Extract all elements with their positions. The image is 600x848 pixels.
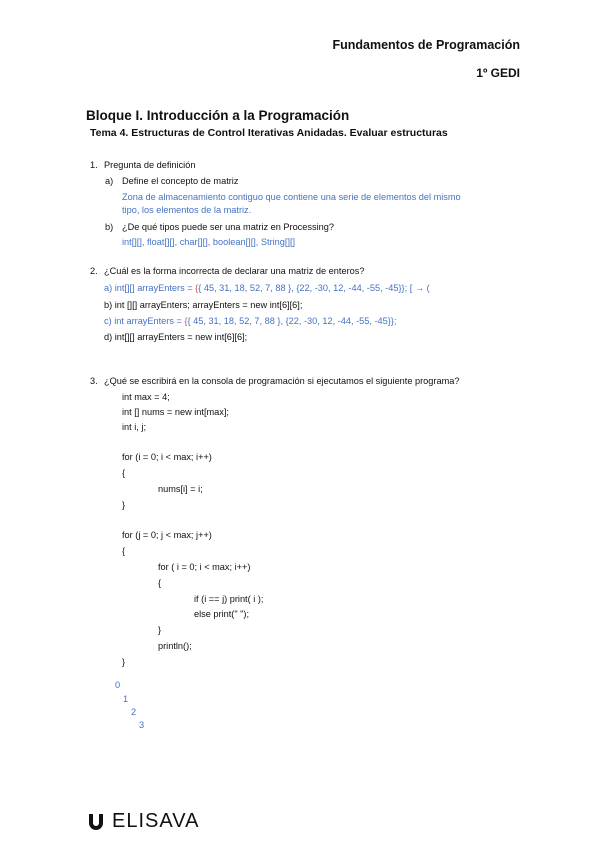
code-line: int i, j; <box>122 422 146 432</box>
code-line: } <box>158 625 162 635</box>
q1-number: 1. <box>90 160 98 170</box>
q2-option-a-arrow: [ → ( <box>409 283 430 293</box>
output-line: 0 <box>115 680 121 690</box>
q1-a-answer-line2: tipo, los elementos de la matriz. <box>122 205 252 215</box>
q1-b-label: b) <box>105 222 114 232</box>
code-line: } <box>122 500 126 510</box>
code-line: println(); <box>158 641 192 651</box>
q2-option-a-start: a) int[][] arrayEnters = <box>104 283 196 293</box>
code-line: if (i == j) print( i ); <box>194 594 264 604</box>
q1-a-label: a) <box>105 176 114 186</box>
output-line: 3 <box>139 720 145 730</box>
code-line: { <box>122 546 126 556</box>
elisava-logo <box>88 810 199 833</box>
code-line: for (i = 0; i < max; i++) <box>122 452 212 462</box>
topic-title: Tema 4. Estructuras de Control Iterativas Anidadas. Evaluar estructuras <box>90 127 448 139</box>
code-line: for ( i = 0; i < max; i++) <box>158 562 251 572</box>
q2-option-c-brace: { <box>184 316 188 326</box>
q3-number: 3. <box>90 376 98 386</box>
course-title: Fundamentos de Programación <box>332 38 520 52</box>
code-line: { <box>158 578 162 588</box>
logo-text: ELISAVA <box>112 810 200 832</box>
output-line: 1 <box>123 694 129 704</box>
code-line: nums[i] = i; <box>158 484 203 494</box>
code-line: else print(" "); <box>194 609 250 619</box>
output-line: 2 <box>131 707 137 717</box>
q1-a-answer-line1: Zona de almacenamiento contiguo que contiene una serie de elementos del mismo <box>122 192 461 202</box>
code-line: { <box>122 468 126 478</box>
q1-b-text: ¿De qué tipos puede ser una matriz en Processing? <box>122 222 334 232</box>
q2-option-c-rest: { 45, 31, 18, 52, 7, 88 }, {22, -30, 12, -44, -55, -45}}; <box>187 316 397 326</box>
block-title: Bloque I. Introducción a la Programación <box>86 108 350 123</box>
q2-option-d: d) int[][] arrayEnters = new int[6][6]; <box>104 332 248 342</box>
q2-option-c <box>104 316 396 326</box>
q2-title: ¿Cuál es la forma incorrecta de declarar una matriz de enteros? <box>104 266 365 276</box>
q1-b-answer: int[][], float[][], char[][], boolean[][], String[][] <box>122 237 296 247</box>
q1-a-text: Define el concepto de matriz <box>122 176 239 186</box>
q2-option-c-start: c) int arrayEnters = <box>104 316 185 326</box>
q2-number: 2. <box>90 266 98 276</box>
group-label: 1º GEDI <box>476 66 520 80</box>
code-line: int max = 4; <box>122 392 170 402</box>
code-line: for (j = 0; j < max; j++) <box>122 530 212 540</box>
q2-option-a <box>104 283 430 293</box>
code-line: int [] nums = new int[max]; <box>122 407 229 417</box>
q1-title: Pregunta de definición <box>104 160 196 170</box>
q2-option-a-brace: { <box>195 283 199 293</box>
code-line: } <box>122 657 126 667</box>
q2-option-b: b) int [][] arrayEnters; arrayEnters = new int[6][6]; <box>104 300 303 310</box>
q2-option-a-rest: { 45, 31, 18, 52, 7, 88 }, {22, -30, 12, -44, -55, -45}}; <box>198 283 410 293</box>
q3-title: ¿Qué se escribirá en la consola de programación si ejecutamos el siguiente programa? <box>104 376 460 386</box>
elisava-u-icon <box>88 813 104 831</box>
